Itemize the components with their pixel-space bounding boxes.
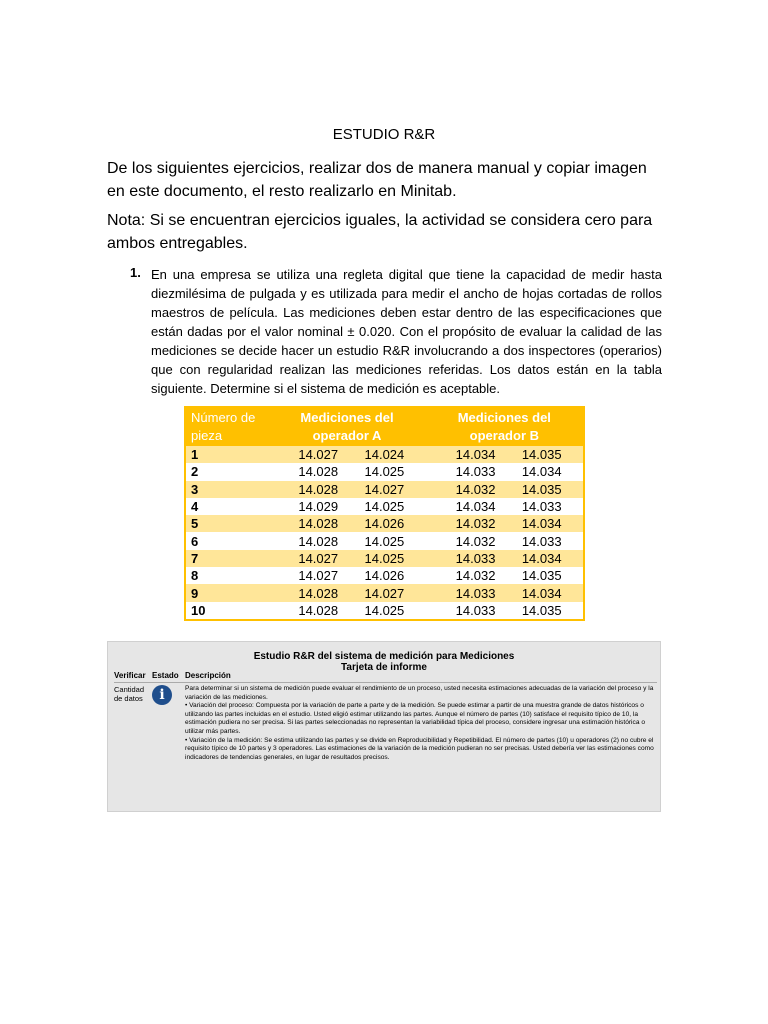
- header-operator-a: Mediciones del operador A: [268, 407, 425, 446]
- header-operator-b: Mediciones del operador B: [426, 407, 584, 446]
- measurement-cell: 14.033: [426, 463, 517, 480]
- measurement-cell: 14.034: [517, 463, 584, 480]
- report-col-status: Estado: [152, 671, 179, 680]
- report-desc-intro: Para determinar si un sistema de medición puede evaluar el rendimiento de un proceso, usted necesita estimaciones adecuadas de la variación del proceso y la variación de las mediciones.: [185, 685, 654, 701]
- header-piece: Número de pieza: [185, 407, 268, 446]
- table-row: [185, 481, 584, 498]
- report-desc-process: • Variación del proceso: Compuesta por la variación de parte a parte y de la medición. Se puede estimar a partir de una muestra grande de datos históricos o utilizando las partes incluidas en el estudio. Usted eligió estimar utilizando las partes. Aunque el número de partes (10) satisface el requisito típico de 10, la estimación pudiera no ser precisa. Si las partes seleccionadas no representan la variabilidad típica del proceso, considere ingresar una estimación histórica o utilizar más partes.: [185, 702, 645, 735]
- measurement-cell: 14.027: [268, 550, 359, 567]
- piece-number-cell: 4: [185, 498, 268, 515]
- table-row: [185, 550, 584, 567]
- report-title-line1: Estudio R&R del sistema de medición para Mediciones: [253, 651, 515, 662]
- measurement-cell: 14.033: [426, 584, 517, 601]
- table-row: [185, 602, 584, 620]
- piece-number-cell: 3: [185, 481, 268, 498]
- piece-number-cell: 5: [185, 515, 268, 532]
- table-row: [185, 515, 584, 532]
- table-row: [185, 463, 584, 480]
- measurement-cell: 14.035: [517, 567, 584, 584]
- measurement-cell: 14.034: [426, 498, 517, 515]
- report-card: [107, 641, 661, 812]
- table-header-row: [185, 407, 584, 446]
- measurement-cell: 14.034: [517, 550, 584, 567]
- piece-number-cell: 6: [185, 532, 268, 549]
- note-paragraph: Nota: Si se encuentran ejercicios iguales, la actividad se considera cero para ambos entregables.: [107, 212, 653, 252]
- measurements-table: [184, 406, 585, 621]
- measurement-cell: 14.027: [268, 567, 359, 584]
- measurement-cell: 14.033: [426, 602, 517, 620]
- report-title-line2: Tarjeta de informe: [341, 662, 427, 673]
- table-body: [185, 446, 584, 620]
- measurement-cell: 14.028: [268, 481, 359, 498]
- report-col-desc: Descripción: [185, 671, 231, 680]
- page-title: ESTUDIO R&R: [332, 126, 436, 143]
- piece-number-cell: 1: [185, 446, 268, 463]
- measurement-cell: 14.028: [268, 584, 359, 601]
- measurement-cell: 14.034: [517, 515, 584, 532]
- measurement-cell: 14.034: [426, 446, 517, 463]
- measurement-cell: 14.028: [268, 602, 359, 620]
- piece-number-cell: 8: [185, 567, 268, 584]
- measurement-cell: 14.025: [360, 532, 426, 549]
- measurement-cell: 14.025: [360, 463, 426, 480]
- piece-number-cell: 2: [185, 463, 268, 480]
- measurement-cell: 14.035: [517, 602, 584, 620]
- piece-number-cell: 9: [185, 584, 268, 601]
- measurement-cell: 14.027: [360, 584, 426, 601]
- measurement-cell: 14.028: [268, 532, 359, 549]
- measurement-cell: 14.035: [517, 481, 584, 498]
- measurement-cell: 14.032: [426, 481, 517, 498]
- measurement-cell: 14.029: [268, 498, 359, 515]
- piece-number-cell: 10: [185, 602, 268, 620]
- measurement-cell: 14.025: [360, 602, 426, 620]
- measurement-cell: 14.027: [268, 446, 359, 463]
- measurement-cell: 14.032: [426, 532, 517, 549]
- report-header-row: [114, 671, 657, 683]
- measurement-cell: 14.033: [517, 532, 584, 549]
- table-row: [185, 584, 584, 601]
- report-description: [185, 685, 655, 762]
- table-row: [185, 446, 584, 463]
- exercise-text: En una empresa se utiliza una regleta digital que tiene la capacidad de medir hasta diezmilésima de pulgada y es utilizada para medir el ancho de hojas cortadas de rollos maestros de película. Las mediciones deben estar dentro de las especificaciones que están dadas por el valor nominal ± 0.020. Con el propósito de evaluar la calidad de las mediciones se decide hacer un estudio R&R involucrando a dos inspectores (operarios) que con regularidad realizan las mediciones referidas. Los datos están en la tabla siguiente. Determine si el sistema de medición es aceptable.: [151, 267, 662, 396]
- measurement-cell: 14.035: [517, 446, 584, 463]
- measurement-cell: 14.025: [360, 550, 426, 567]
- info-icon: i: [152, 685, 172, 705]
- report-title: [108, 651, 660, 673]
- report-desc-measurement: • Variación de la medición: Se estima utilizando las partes y se divide en Reproducibilidad y Repetibilidad. El número de partes (10) u operadores (2) no cubre el requisito típico de 10 partes y 3 operadores. Las estimaciones de la variación de la medición pudieran no ser precisas. Usted debería ver las estimaciones como indicadores de tendencias generales, en lugar de resultados precisos.: [185, 736, 654, 761]
- measurement-cell: 14.027: [360, 481, 426, 498]
- intro-paragraph: De los siguientes ejercicios, realizar dos de manera manual y copiar imagen en este documento, el resto realizarlo en Minitab.: [107, 160, 647, 200]
- measurement-cell: 14.032: [426, 515, 517, 532]
- measurement-cell: 14.033: [517, 498, 584, 515]
- table-row: [185, 498, 584, 515]
- measurement-cell: 14.026: [360, 515, 426, 532]
- measurement-cell: 14.034: [517, 584, 584, 601]
- table-row: [185, 567, 584, 584]
- exercise-number: 1.: [130, 265, 141, 280]
- measurement-cell: 14.026: [360, 567, 426, 584]
- measurement-cell: 14.028: [268, 515, 359, 532]
- report-col-check: Verificar: [114, 671, 146, 680]
- report-check-label: Cantidad de datos: [114, 685, 145, 703]
- piece-number-cell: 7: [185, 550, 268, 567]
- measurement-cell: 14.025: [360, 498, 426, 515]
- measurement-cell: 14.033: [426, 550, 517, 567]
- table-row: [185, 532, 584, 549]
- measurement-cell: 14.028: [268, 463, 359, 480]
- measurement-cell: 14.032: [426, 567, 517, 584]
- measurement-cell: 14.024: [360, 446, 426, 463]
